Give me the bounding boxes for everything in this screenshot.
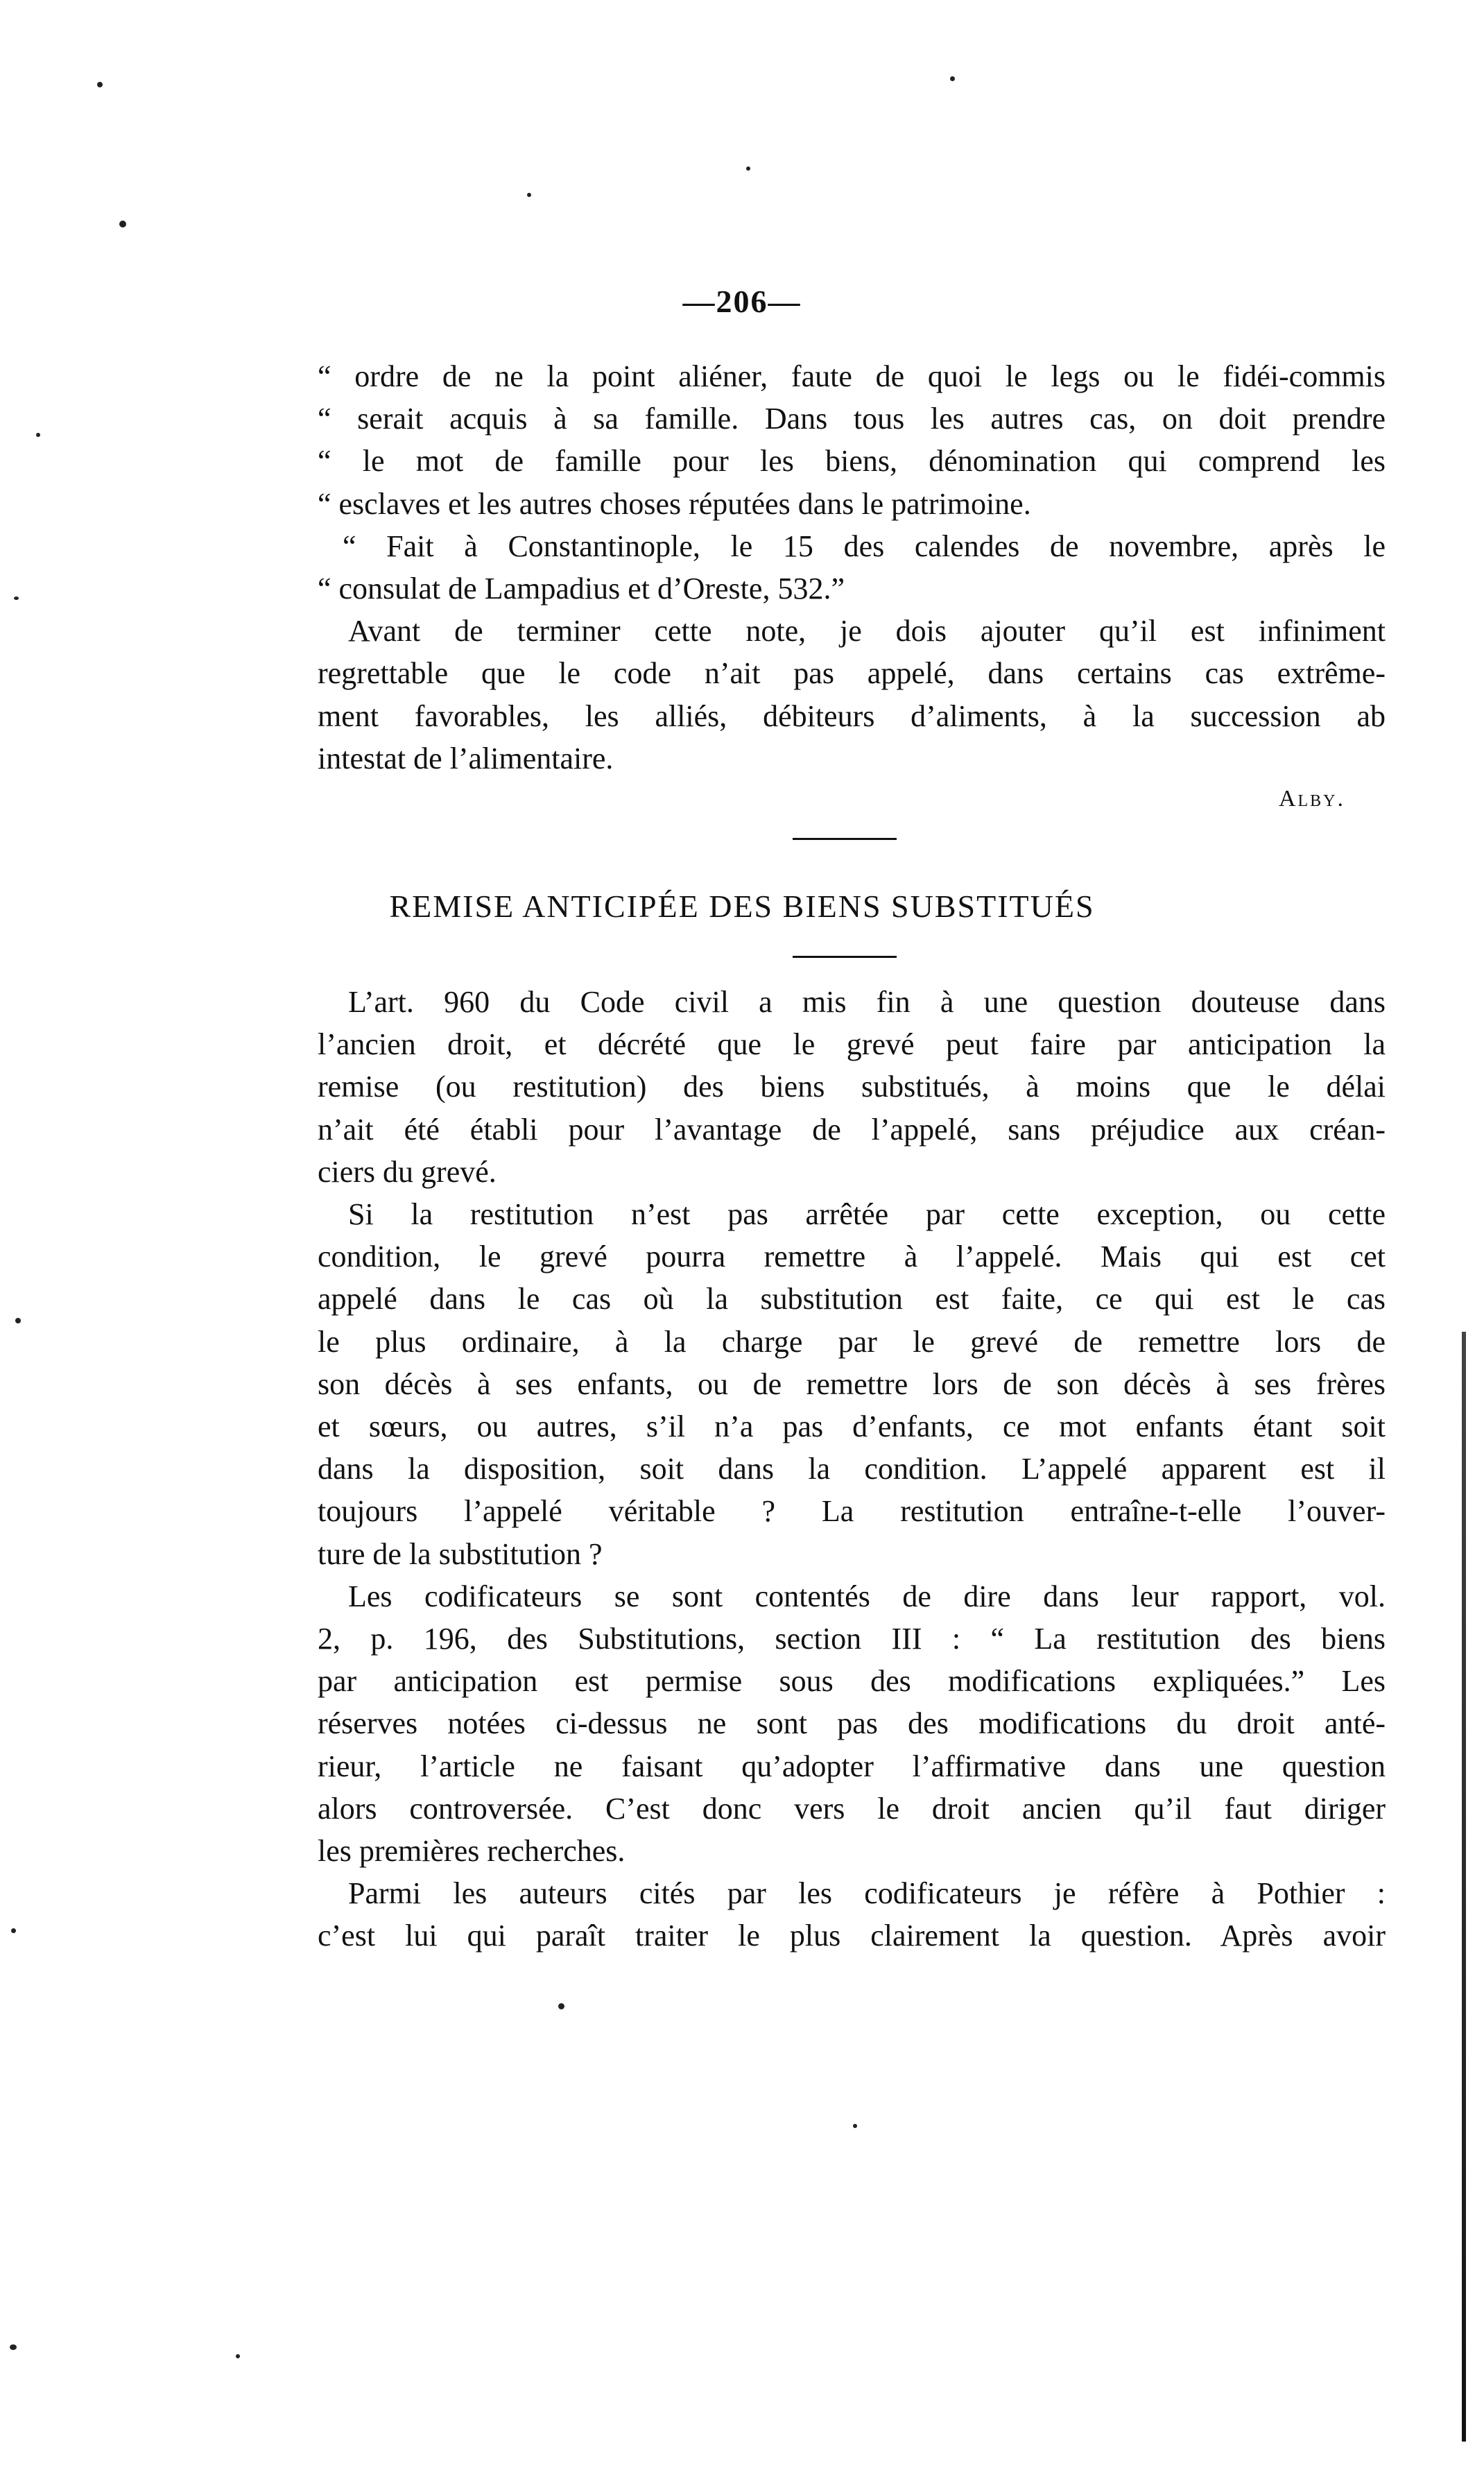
page-number: —206—: [682, 284, 802, 319]
scan-speck: [15, 1318, 21, 1323]
text-line: Les codificateurs se sont contentés de dire dans leur rapport, vol.: [348, 1579, 1386, 1613]
author-signature: Alby.: [1278, 786, 1345, 812]
text-line: “ Fait à Constantinople, le 15 des calendes de novembre, après le: [343, 529, 1386, 563]
scan-speck: [853, 2124, 857, 2128]
text-line: toujours l’appelé véritable ? La restitution entraîne-t-elle l’ouver-: [318, 1494, 1386, 1529]
body-text: [318, 981, 1386, 1957]
text-line: réserves notées ci-dessus ne sont pas des modifications du droit anté-: [318, 1706, 1386, 1741]
text-line: “ serait acquis à sa famille. Dans tous les autres cas, on doit prendre: [318, 402, 1386, 436]
scan-speck: [950, 76, 955, 81]
text-line: L’art. 960 du Code civil a mis fin à une question douteuse dans: [348, 985, 1386, 1019]
text-line: le plus ordinaire, à la charge par le grevé de remettre lors de: [318, 1324, 1386, 1359]
scan-speck: [14, 597, 19, 600]
text-line: et sœurs, ou autres, s’il n’a pas d’enfants, ce mot enfants étant soit: [318, 1409, 1386, 1444]
quotation-block: [318, 355, 1386, 780]
text-line: son décès à ses enfants, ou de remettre lors de son décès à ses frères: [318, 1366, 1386, 1401]
text-line: condition, le grevé pourra remettre à l’appelé. Mais qui est cet: [318, 1240, 1386, 1274]
text-line: dans la disposition, soit dans la condition. L’appelé apparent est il: [318, 1452, 1386, 1486]
text-line: regrettable que le code n’ait pas appelé, dans certains cas extrême-: [318, 656, 1386, 691]
text-line: n’ait été établi pour l’avantage de l’appelé, sans préjudice aux créan-: [318, 1112, 1386, 1147]
text-line: l’ancien droit, et décrété que le grevé peut faire par anticipation la: [318, 1027, 1386, 1062]
scan-speck: [10, 2344, 17, 2350]
text-line: “ le mot de famille pour les biens, dénomination qui comprend les: [318, 444, 1386, 479]
text-line: remise (ou restitution) des biens substitués, à moins que le délai: [318, 1070, 1386, 1104]
text-line: Avant de terminer cette note, je dois ajouter qu’il est infiniment: [348, 614, 1386, 649]
scan-speck: [36, 433, 40, 437]
scan-speck: [11, 1928, 16, 1933]
text-line: “ consulat de Lampadius et d’Oreste, 532.”: [318, 572, 845, 606]
text-line: appelé dans le cas où la substitution est faite, ce qui est le cas: [318, 1282, 1386, 1316]
section-divider-bottom: [793, 956, 897, 958]
scan-speck: [236, 2354, 240, 2358]
text-line: Si la restitution n’est pas arrêtée par cette exception, ou cette: [348, 1197, 1386, 1232]
text-line: rieur, l’article ne faisant qu’adopter l’affirmative dans une question: [318, 1749, 1386, 1783]
scan-speck: [97, 82, 103, 87]
text-line: Parmi les auteurs cités par les codificateurs je réfère à Pothier :: [348, 1876, 1386, 1911]
text-line: ment favorables, les alliés, débiteurs d’aliments, à la succession ab: [318, 698, 1386, 733]
text-line: ciers du grevé.: [318, 1154, 497, 1189]
text-line: intestat de l’alimentaire.: [318, 741, 614, 775]
text-line: 2, p. 196, des Substitutions, section III : “ La restitution des biens: [318, 1622, 1386, 1656]
scan-speck: [558, 2003, 564, 2009]
text-line: c’est lui qui paraît traiter le plus clairement la question. Après avoir: [318, 1919, 1386, 1953]
scan-speck: [746, 166, 750, 171]
section-heading: REMISE ANTICIPÉE DES BIENS SUBSTITUÉS: [389, 889, 1095, 924]
text-line: ture de la substitution ?: [318, 1536, 603, 1571]
scan-speck: [527, 193, 531, 197]
section-divider-top: [793, 838, 897, 840]
text-line: les premières recherches.: [318, 1834, 625, 1869]
text-line: alors controversée. C’est donc vers le droit ancien qu’il faut diriger: [318, 1791, 1386, 1826]
scan-edge-shadow: [1462, 1332, 1466, 2442]
text-line: “ esclaves et les autres choses réputées dans le patrimoine.: [318, 486, 1031, 521]
scan-speck: [119, 221, 126, 228]
text-line: par anticipation est permise sous des modifications expliquées.” Les: [318, 1664, 1386, 1699]
text-line: “ ordre de ne la point aliéner, faute de quoi le legs ou le fidéi-commis: [318, 359, 1386, 393]
